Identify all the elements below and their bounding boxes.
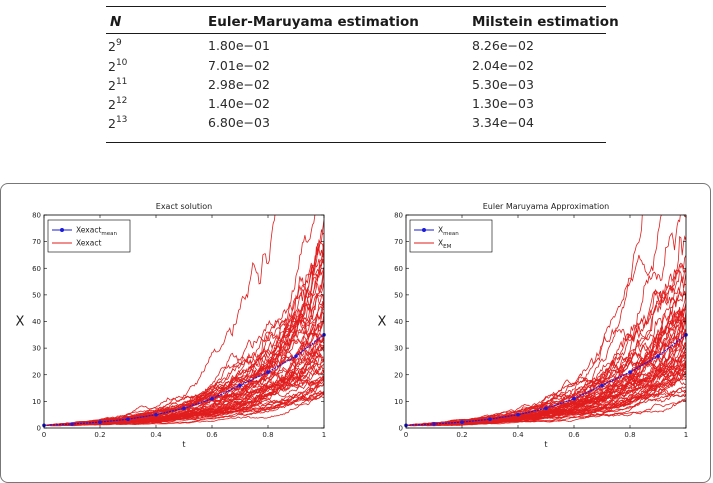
mean-point bbox=[628, 370, 632, 374]
header-milstein: Milstein estimation bbox=[472, 14, 619, 30]
mean-point bbox=[98, 420, 102, 424]
mean-point bbox=[432, 422, 436, 426]
mean-point bbox=[572, 397, 576, 401]
y-tick-label: 0 bbox=[36, 424, 41, 433]
table-mid-rule bbox=[106, 33, 606, 34]
table-row bbox=[106, 38, 606, 58]
table-bottom-rule bbox=[106, 142, 606, 143]
mean-point bbox=[238, 384, 242, 388]
exact-solution-plot bbox=[0, 195, 340, 462]
y-tick-label: 80 bbox=[32, 211, 41, 220]
chart-title: Exact solution bbox=[155, 202, 213, 211]
cell-milstein: 2.04e−02 bbox=[472, 58, 534, 73]
y-tick-label: 70 bbox=[32, 238, 41, 247]
y-tick-label: 20 bbox=[394, 371, 403, 380]
y-tick-label: 30 bbox=[394, 344, 403, 353]
cell-em: 2.98e−02 bbox=[208, 77, 270, 92]
x-tick-label: 0.8 bbox=[624, 431, 636, 439]
cell-em: 6.80e−03 bbox=[208, 115, 270, 130]
x-tick-label: 0.4 bbox=[150, 431, 162, 439]
y-tick-label: 20 bbox=[32, 371, 41, 380]
table-row bbox=[106, 77, 606, 97]
y-tick-label: 60 bbox=[32, 264, 41, 273]
x-tick-label: 0.6 bbox=[568, 431, 580, 439]
x-tick-label: 0.4 bbox=[512, 431, 524, 439]
cell-n: $2^9$ bbox=[108, 38, 122, 54]
x-axis-label: t bbox=[544, 440, 548, 449]
x-tick-label: 0.8 bbox=[262, 431, 274, 439]
legend-entry-label: Xexact bbox=[76, 238, 102, 248]
mean-point bbox=[294, 354, 298, 358]
y-axis-label: X bbox=[15, 314, 25, 330]
cell-milstein: 3.34e−04 bbox=[472, 115, 534, 130]
cell-n: $2^{11}$ bbox=[108, 77, 128, 93]
y-tick-label: 40 bbox=[32, 318, 41, 326]
x-tick-label: 0.6 bbox=[206, 431, 218, 439]
y-tick-label: 10 bbox=[32, 397, 41, 406]
y-tick-label: 30 bbox=[32, 344, 41, 353]
mean-point bbox=[154, 413, 158, 417]
mean-point bbox=[544, 406, 548, 410]
cell-milstein: 1.30e−03 bbox=[472, 96, 534, 111]
cell-milstein: 8.26e−02 bbox=[472, 38, 534, 53]
y-tick-label: 80 bbox=[394, 211, 403, 220]
mean-point bbox=[126, 417, 130, 421]
cell-milstein: 5.30e−03 bbox=[472, 77, 534, 92]
legend-entry-label: Xexact$_{mean}$ bbox=[76, 225, 117, 237]
cell-em: 1.80e−01 bbox=[208, 38, 270, 53]
sample-path-line bbox=[44, 259, 324, 426]
y-tick-label: 50 bbox=[32, 291, 41, 300]
legend-marker bbox=[60, 228, 64, 232]
table-top-rule bbox=[106, 6, 606, 7]
y-tick-label: 60 bbox=[394, 264, 403, 273]
mean-point bbox=[182, 406, 186, 410]
legend-entry-label: $X_{EM}$ bbox=[438, 238, 452, 250]
y-axis-label: X bbox=[377, 314, 387, 330]
mean-point bbox=[516, 413, 520, 417]
table-row bbox=[106, 115, 606, 135]
header-euler-maruyama: Euler-Maruyama estimation bbox=[208, 14, 419, 30]
chart-title: Euler Maruyama Approximation bbox=[482, 202, 610, 211]
y-tick-label: 0 bbox=[398, 424, 403, 433]
cell-n: $2^{13}$ bbox=[108, 115, 128, 131]
x-tick-label: 1 bbox=[683, 431, 689, 439]
mean-point bbox=[266, 370, 270, 374]
x-tick-label: 0 bbox=[41, 431, 47, 439]
y-tick-label: 70 bbox=[394, 238, 403, 247]
y-tick-label: 10 bbox=[394, 397, 403, 406]
x-tick-label: 0.2 bbox=[94, 431, 106, 439]
y-tick-label: 40 bbox=[394, 318, 403, 326]
table-row bbox=[106, 58, 606, 78]
mean-point bbox=[210, 397, 214, 401]
x-tick-label: 0.2 bbox=[456, 431, 468, 439]
mean-point bbox=[656, 354, 660, 358]
legend-marker bbox=[422, 228, 426, 232]
mean-point bbox=[488, 417, 492, 421]
table-row bbox=[106, 96, 606, 116]
cell-n: $2^{12}$ bbox=[108, 96, 128, 112]
x-tick-label: 0 bbox=[403, 431, 409, 439]
x-axis-label: t bbox=[182, 440, 186, 449]
legend-entry-label: $X_{mean}$ bbox=[438, 225, 459, 237]
cell-n: $2^{10}$ bbox=[108, 58, 128, 74]
header-n: N bbox=[110, 14, 122, 30]
cell-em: 7.01e−02 bbox=[208, 58, 270, 73]
y-tick-label: 50 bbox=[394, 291, 403, 300]
x-tick-label: 1 bbox=[321, 431, 327, 439]
cell-em: 1.40e−02 bbox=[208, 96, 270, 111]
mean-point bbox=[600, 384, 604, 388]
mean-point bbox=[70, 422, 74, 426]
euler-maruyama-plot bbox=[362, 195, 702, 462]
mean-point bbox=[460, 420, 464, 424]
